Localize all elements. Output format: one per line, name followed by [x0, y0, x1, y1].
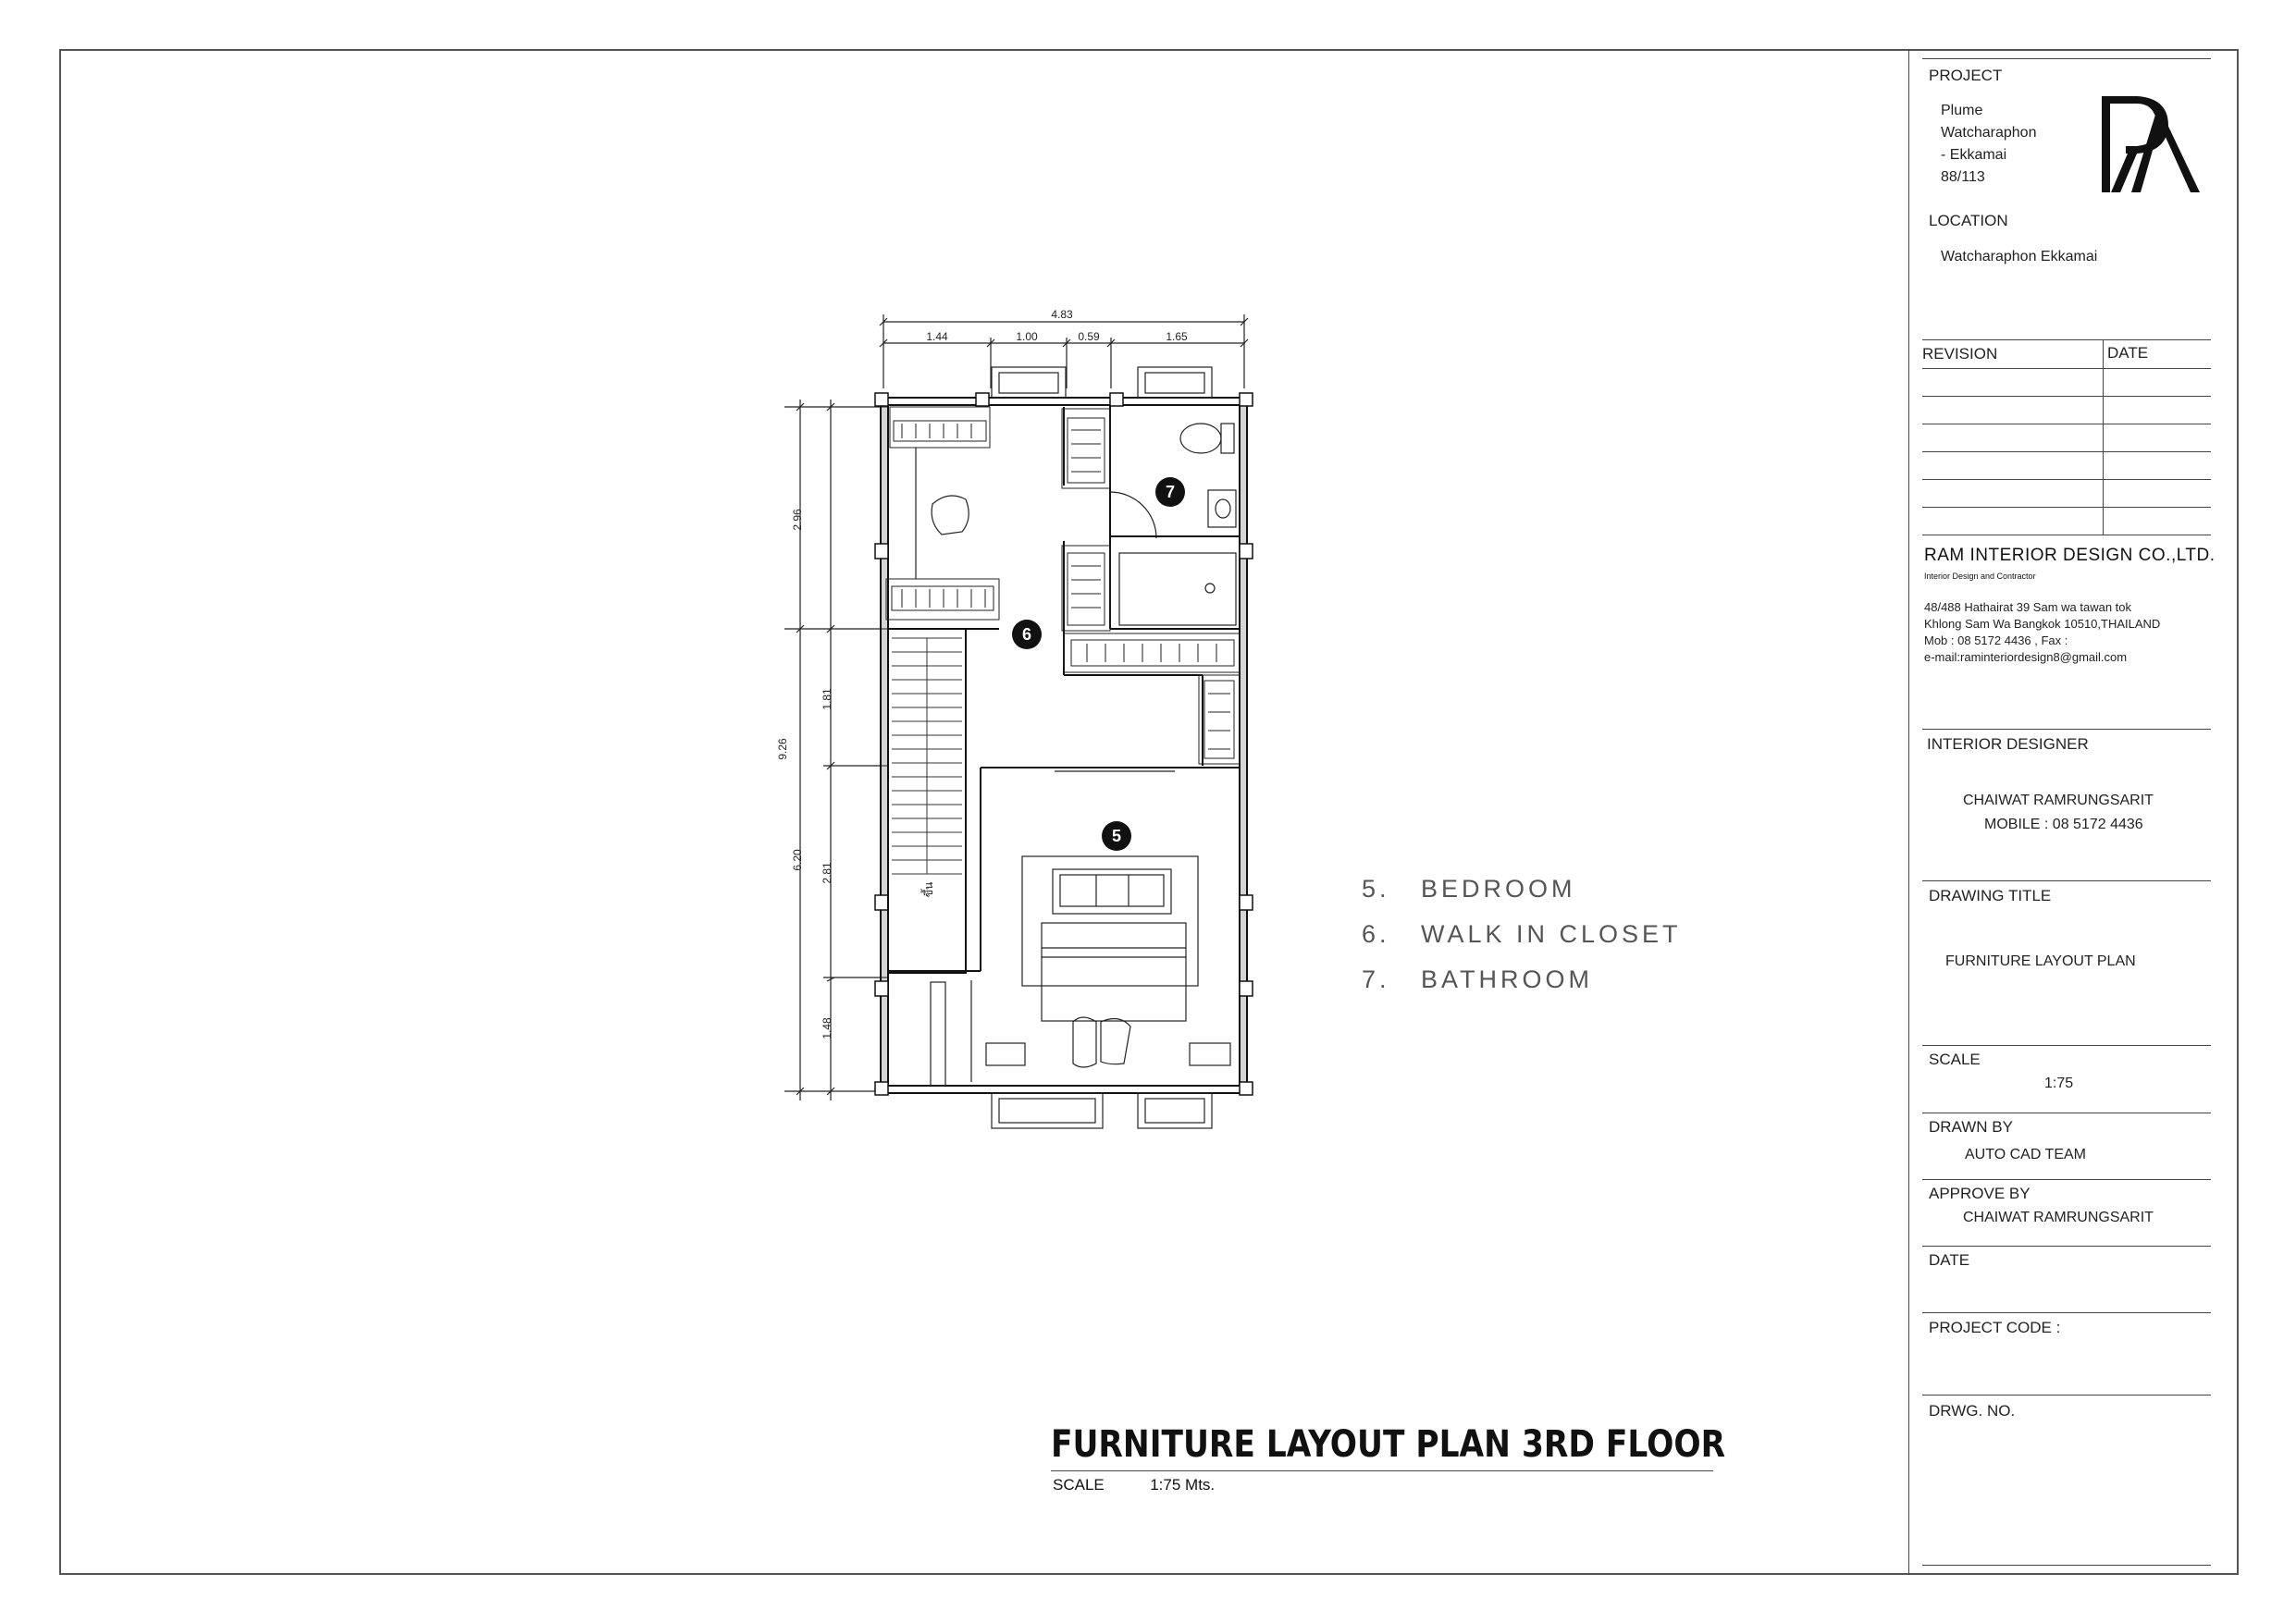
approve-by-value: CHAIWAT RAMRUNGSARIT	[1963, 1210, 2154, 1225]
room-marker-6-label: 6	[1021, 625, 1032, 644]
drawing-scale-label: SCALE	[1053, 1476, 1105, 1494]
legend-num: 5.	[1362, 875, 1390, 903]
drawing-scale	[1053, 1476, 1215, 1494]
project-line: Plume	[1941, 103, 1983, 118]
dim-left-minor-3: 1.48	[821, 1017, 833, 1039]
tb-rule	[1922, 1395, 2211, 1396]
company-name: RAM INTERIOR DESIGN CO.,LTD.	[1924, 546, 2216, 565]
dim-left-major-1: 2.96	[791, 509, 804, 531]
title-block-divider	[1908, 49, 1909, 1575]
legend-label: BEDROOM	[1421, 875, 1576, 903]
scale-value: 1:75	[2044, 1076, 2074, 1091]
project-line: 88/113	[1941, 169, 1985, 185]
legend-num: 6.	[1362, 920, 1390, 948]
dim-top-3: 0.59	[1078, 330, 1100, 343]
tb-rule	[1922, 729, 2211, 730]
drawing-title-label: DRAWING TITLE	[1929, 887, 2052, 904]
revision-row-line	[1922, 451, 2211, 452]
address-line: Khlong Sam Wa Bangkok 10510,THAILAND	[1924, 617, 2161, 631]
tb-rule	[1922, 58, 2211, 59]
project-code-label: PROJECT CODE :	[1929, 1319, 2061, 1336]
drwg-no-label: DRWG. NO.	[1929, 1402, 2016, 1420]
company-address	[1924, 599, 2160, 666]
legend-label: WALK IN CLOSET	[1421, 920, 1682, 948]
dim-top-2: 1.00	[1016, 330, 1038, 343]
tb-rule	[1922, 1312, 2211, 1313]
dim-overall-height: 9.26	[776, 738, 789, 760]
project-lines	[1941, 100, 2089, 189]
room-marker-7-label: 7	[1165, 483, 1176, 501]
drawn-by-value: AUTO CAD TEAM	[1965, 1147, 2086, 1162]
tb-rule	[1922, 1246, 2211, 1247]
project-label: PROJECT	[1929, 67, 2003, 84]
drawing-scale-value: 1:75 Mts.	[1150, 1476, 1216, 1494]
dim-top-1: 1.44	[926, 330, 948, 343]
email-link[interactable]: e-mail:raminteriordesign8@gmail.com	[1924, 650, 2128, 664]
drawn-by-label: DRAWN BY	[1929, 1118, 2013, 1136]
dim-left-major-2: 6.20	[791, 849, 804, 871]
scale-label: SCALE	[1929, 1051, 1981, 1068]
project-line: Watcharaphon	[1941, 125, 2037, 141]
legend-item-bedroom	[1362, 875, 1576, 904]
designer-mobile: MOBILE : 08 5172 4436	[1984, 817, 2143, 832]
company-tagline: Interior Design and Contractor	[1924, 572, 2036, 581]
stair-note: ขึ้น	[922, 881, 935, 898]
approve-by-label: APPROVE BY	[1929, 1185, 2031, 1202]
designer-label: INTERIOR DESIGNER	[1927, 735, 2089, 753]
revision-row-line	[1922, 396, 2211, 397]
legend-item-walk-in-closet	[1362, 920, 1682, 949]
dim-top-4: 1.65	[1166, 330, 1188, 343]
drawing-title: FURNITURE LAYOUT PLAN 3RD FLOOR	[1051, 1423, 1726, 1466]
dim-left-minor-2: 2.81	[821, 862, 833, 884]
date-label: DATE	[1929, 1251, 1970, 1269]
address-line: Mob : 08 5172 4436 , Fax :	[1924, 633, 2068, 647]
dim-left-minor-1: 1.81	[821, 688, 833, 710]
room-marker-5-label: 5	[1111, 827, 1122, 845]
floor-plan	[759, 296, 1277, 1147]
project-line: - Ekkamai	[1941, 147, 2007, 163]
tb-rule	[1922, 1565, 2211, 1566]
revision-row-line	[1922, 507, 2211, 508]
title-underline	[1051, 1470, 1713, 1471]
revision-date-label: DATE	[2107, 344, 2149, 362]
dim-overall-width: 4.83	[1051, 308, 1073, 321]
tb-rule	[1922, 1179, 2211, 1180]
legend-item-bathroom	[1362, 965, 1593, 994]
revision-row-line	[1922, 479, 2211, 480]
legend-num: 7.	[1362, 965, 1390, 993]
revision-row-line	[1922, 368, 2211, 369]
address-line: 48/488 Hathairat 39 Sam wa tawan tok	[1924, 600, 2132, 614]
drawing-title-value: FURNITURE LAYOUT PLAN	[1945, 953, 2136, 969]
legend-label: BATHROOM	[1421, 965, 1593, 993]
designer-name: CHAIWAT RAMRUNGSARIT	[1963, 793, 2154, 808]
tb-rule	[1922, 1045, 2211, 1046]
tb-rule	[1922, 339, 2211, 340]
location-label: LOCATION	[1929, 212, 2008, 229]
revision-label: REVISION	[1922, 345, 1998, 363]
company-logo-icon	[2100, 92, 2202, 196]
location-value: Watcharaphon Ekkamai	[1941, 249, 2098, 264]
tb-rule	[1922, 880, 2211, 881]
